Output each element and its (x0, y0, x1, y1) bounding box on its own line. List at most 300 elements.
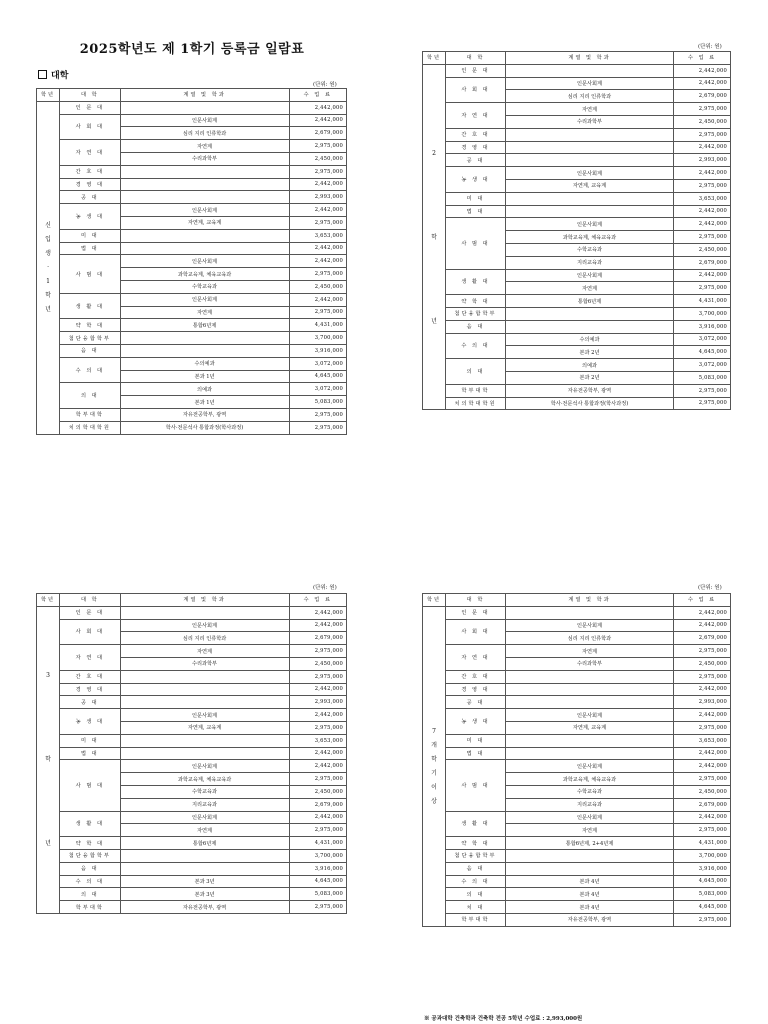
tuition-amount-cell: 2,975,000 (674, 282, 731, 295)
table-row (423, 862, 731, 875)
header-year: 학년 (423, 594, 446, 607)
tuition-amount-cell: 2,442,000 (289, 204, 346, 217)
department-cell: 인문사회계 (506, 811, 674, 824)
tuition-amount-cell: 2,442,000 (289, 114, 346, 127)
department-cell: 자유전공학부, 광역 (506, 384, 674, 397)
table-row (423, 295, 731, 308)
department-cell (120, 101, 289, 114)
tuition-amount-cell: 2,975,000 (674, 128, 731, 141)
department-cell: 통합6년제 (120, 319, 289, 332)
department-cell (506, 696, 674, 709)
tuition-amount-cell: 2,450,000 (289, 152, 346, 165)
table-row (423, 167, 731, 180)
header-college: 대 학 (446, 594, 506, 607)
tuition-amount-cell: 2,975,000 (674, 231, 731, 244)
college-cell: 음 대 (60, 862, 120, 875)
tuition-amount-cell: 2,975,000 (674, 179, 731, 192)
tuition-table-year1 (36, 88, 347, 435)
tuition-amount-cell: 2,442,000 (289, 683, 346, 696)
college-cell: 미 대 (60, 229, 120, 242)
college-cell: 학부대학 (60, 901, 120, 914)
header-tuition: 수 업 료 (289, 89, 346, 102)
department-cell: 본과 2년 (506, 371, 674, 384)
table-row (37, 849, 347, 862)
table-row (423, 192, 731, 205)
table-row (423, 77, 731, 90)
college-cell: 약 학 대 (446, 837, 506, 850)
college-cell: 첨단융합학부 (446, 307, 506, 320)
department-cell: 수의예과 (506, 333, 674, 346)
department-cell: 인문사회계 (120, 709, 289, 722)
tuition-amount-cell: 2,975,000 (289, 721, 346, 734)
college-cell: 치 대 (446, 901, 506, 914)
college-cell: 수 의 대 (60, 875, 120, 888)
department-cell (506, 320, 674, 333)
college-cell: 사 범 대 (60, 760, 120, 811)
tuition-amount-cell: 2,442,000 (289, 709, 346, 722)
tuition-amount-cell: 3,700,000 (289, 332, 346, 345)
tuition-amount-cell: 2,679,000 (674, 256, 731, 269)
table-row (37, 101, 347, 114)
department-cell: 자유전공학부, 광역 (506, 913, 674, 926)
college-cell: 음 대 (60, 344, 120, 357)
table-row (37, 901, 347, 914)
tuition-amount-cell: 2,442,000 (674, 811, 731, 824)
college-cell: 인 문 대 (60, 606, 120, 619)
college-cell: 간 호 대 (60, 670, 120, 683)
table-row (423, 696, 731, 709)
department-cell (120, 606, 289, 619)
table-row (423, 269, 731, 282)
college-cell: 경 영 대 (60, 178, 120, 191)
department-cell: 인문사회계 (120, 114, 289, 127)
tuition-amount-cell: 3,916,000 (289, 344, 346, 357)
department-cell (120, 344, 289, 357)
department-cell: 자연계 (120, 140, 289, 153)
college-cell: 사 회 대 (60, 114, 120, 140)
department-cell (506, 862, 674, 875)
table-row (423, 734, 731, 747)
year-label: 2 학 년 (423, 64, 446, 410)
department-cell (120, 747, 289, 760)
unit-label: (단위: 원) (698, 585, 722, 591)
department-cell: 학사·전문석사 통합과정(학사과정) (120, 421, 289, 434)
college-cell: 법 대 (446, 205, 506, 218)
table-row (37, 747, 347, 760)
college-cell: 농 생 대 (446, 167, 506, 193)
tuition-amount-cell: 2,975,000 (289, 421, 346, 434)
department-cell (120, 165, 289, 178)
tuition-amount-cell: 2,975,000 (674, 384, 731, 397)
department-cell: 인문사회계 (120, 811, 289, 824)
table-row (423, 760, 731, 773)
tuition-amount-cell: 2,975,000 (289, 901, 346, 914)
table-row (37, 760, 347, 773)
tuition-amount-cell: 2,975,000 (289, 140, 346, 153)
tuition-amount-cell: 2,442,000 (674, 709, 731, 722)
tuition-amount-cell: 2,442,000 (289, 606, 346, 619)
tuition-amount-cell: 2,679,000 (289, 632, 346, 645)
header-college: 대 학 (60, 594, 120, 607)
department-cell: 자연계 (506, 645, 674, 658)
table-row (37, 421, 347, 434)
tuition-amount-cell: 2,442,000 (674, 64, 731, 77)
tuition-amount-cell: 3,916,000 (289, 862, 346, 875)
tuition-amount-cell: 2,442,000 (289, 619, 346, 632)
tuition-amount-cell: 2,679,000 (674, 632, 731, 645)
table-row (37, 709, 347, 722)
table-header-row (423, 52, 731, 65)
department-cell: 본과 2년 (506, 346, 674, 359)
tuition-amount-cell: 2,993,000 (289, 191, 346, 204)
department-cell: 수학교육과 (506, 785, 674, 798)
table-row (423, 384, 731, 397)
college-cell: 사 회 대 (446, 619, 506, 645)
tuition-amount-cell: 2,442,000 (674, 760, 731, 773)
tuition-amount-cell: 2,450,000 (289, 657, 346, 670)
college-cell: 음 대 (446, 862, 506, 875)
department-cell: 심리 지리 인류학과 (120, 127, 289, 140)
header-tuition: 수 업 료 (674, 594, 731, 607)
table-row (37, 888, 347, 901)
table-row (37, 683, 347, 696)
college-cell: 간 호 대 (446, 670, 506, 683)
tuition-amount-cell: 2,975,000 (674, 670, 731, 683)
table-row (423, 103, 731, 116)
department-cell: 인문사회계 (120, 204, 289, 217)
table-row (37, 332, 347, 345)
college-cell: 학부대학 (446, 913, 506, 926)
table-row (37, 734, 347, 747)
tuition-amount-cell: 2,442,000 (674, 167, 731, 180)
table-row (423, 683, 731, 696)
tuition-amount-cell: 2,442,000 (289, 242, 346, 255)
tuition-amount-cell: 2,975,000 (289, 306, 346, 319)
tuition-amount-cell: 2,442,000 (674, 747, 731, 760)
college-cell: 인 문 대 (60, 101, 120, 114)
tuition-amount-cell: 5,083,000 (674, 888, 731, 901)
tuition-amount-cell: 2,679,000 (289, 127, 346, 140)
college-cell: 의 대 (446, 359, 506, 385)
department-cell: 인문사회계 (506, 77, 674, 90)
tuition-amount-cell: 2,450,000 (674, 115, 731, 128)
college-cell: 경 영 대 (446, 683, 506, 696)
department-cell (506, 670, 674, 683)
tuition-amount-cell: 4,431,000 (674, 837, 731, 850)
department-cell: 자연계, 교육계 (506, 179, 674, 192)
tuition-amount-cell: 5,083,000 (674, 371, 731, 384)
department-cell: 수리과학부 (506, 657, 674, 670)
table-header-row (423, 594, 731, 607)
tuition-amount-cell: 2,442,000 (289, 255, 346, 268)
college-cell: 사 범 대 (446, 760, 506, 811)
department-cell (120, 683, 289, 696)
tuition-amount-cell: 2,442,000 (289, 293, 346, 306)
section-label: 대학 (51, 71, 69, 81)
department-cell: 학사·전문석사 통합과정(학사과정) (506, 397, 674, 410)
college-cell: 첨단융합학부 (446, 849, 506, 862)
college-cell: 법 대 (446, 747, 506, 760)
tuition-table-semester7plus (422, 593, 731, 927)
department-cell: 인문사회계 (506, 167, 674, 180)
unit-label: (단위: 원) (313, 82, 337, 88)
college-cell: 경 영 대 (446, 141, 506, 154)
department-cell (506, 128, 674, 141)
department-cell: 의예과 (120, 383, 289, 396)
department-cell: 자연계, 교육계 (120, 216, 289, 229)
department-cell (120, 849, 289, 862)
tuition-amount-cell: 4,645,000 (289, 875, 346, 888)
document-title: 2025학년도 제 1학기 등록금 일람표 (79, 42, 305, 57)
college-cell: 치의학대학원 (446, 397, 506, 410)
tuition-amount-cell: 2,975,000 (289, 216, 346, 229)
department-cell (506, 849, 674, 862)
college-cell: 학부대학 (446, 384, 506, 397)
college-cell: 법 대 (60, 242, 120, 255)
tuition-amount-cell: 2,442,000 (674, 619, 731, 632)
department-cell: 의예과 (506, 359, 674, 372)
college-cell: 간 호 대 (60, 165, 120, 178)
department-cell: 자연계 (120, 824, 289, 837)
college-cell: 수 의 대 (446, 333, 506, 359)
year-label: 신 입 생 · 1 학 년 (37, 101, 60, 434)
department-cell: 자연계, 교육계 (120, 721, 289, 734)
header-tuition: 수 업 료 (289, 594, 346, 607)
department-cell (506, 734, 674, 747)
table-row (37, 811, 347, 824)
table-row (423, 619, 731, 632)
tuition-amount-cell: 2,442,000 (674, 683, 731, 696)
department-cell: 통합6년제 (120, 837, 289, 850)
tuition-amount-cell: 2,442,000 (674, 269, 731, 282)
department-cell: 수학교육과 (506, 243, 674, 256)
college-cell: 미 대 (446, 192, 506, 205)
department-cell: 수리과학부 (506, 115, 674, 128)
table-row (423, 645, 731, 658)
table-row (423, 333, 731, 346)
department-cell: 자연계 (120, 645, 289, 658)
college-cell: 미 대 (60, 734, 120, 747)
tuition-amount-cell: 3,072,000 (674, 359, 731, 372)
table-header-row (37, 89, 347, 102)
department-cell: 과학교육계, 체육교육과 (506, 231, 674, 244)
table-row (37, 619, 347, 632)
department-cell: 인문사회계 (120, 619, 289, 632)
tuition-amount-cell: 2,442,000 (289, 178, 346, 191)
table-row (37, 408, 347, 421)
table-row (423, 875, 731, 888)
college-cell: 농 생 대 (60, 709, 120, 735)
department-cell (506, 205, 674, 218)
table-row (37, 204, 347, 217)
college-cell: 자 연 대 (446, 103, 506, 129)
college-cell: 치의학대학원 (60, 421, 120, 434)
department-cell (506, 747, 674, 760)
tuition-amount-cell: 4,431,000 (674, 295, 731, 308)
college-cell: 자 연 대 (60, 645, 120, 671)
table-row (423, 670, 731, 683)
tuition-amount-cell: 3,653,000 (674, 192, 731, 205)
department-cell (120, 332, 289, 345)
department-cell (506, 192, 674, 205)
tuition-amount-cell: 3,072,000 (289, 383, 346, 396)
department-cell: 지리교육과 (506, 798, 674, 811)
unit-label: (단위: 원) (313, 585, 337, 591)
header-department: 계열 및 학과 (120, 594, 289, 607)
college-cell: 수 의 대 (60, 357, 120, 383)
table-row (423, 913, 731, 926)
table-row (423, 64, 731, 77)
tuition-amount-cell: 2,993,000 (674, 696, 731, 709)
college-cell: 음 대 (446, 320, 506, 333)
department-cell: 지리교육과 (506, 256, 674, 269)
department-cell (506, 307, 674, 320)
header-college: 대 학 (446, 52, 506, 65)
department-cell (506, 154, 674, 167)
tuition-amount-cell: 4,645,000 (674, 875, 731, 888)
tuition-amount-cell: 3,653,000 (289, 734, 346, 747)
college-cell: 공 대 (60, 696, 120, 709)
college-cell: 사 회 대 (446, 77, 506, 103)
department-cell (506, 141, 674, 154)
tuition-amount-cell: 2,975,000 (289, 824, 346, 837)
department-cell: 인문사회계 (506, 269, 674, 282)
table-row (423, 888, 731, 901)
tuition-amount-cell: 3,653,000 (674, 734, 731, 747)
college-cell: 자 연 대 (60, 140, 120, 166)
tuition-amount-cell: 3,916,000 (674, 320, 731, 333)
table-row (37, 178, 347, 191)
tuition-amount-cell: 2,975,000 (674, 645, 731, 658)
table-row (37, 191, 347, 204)
table-row (37, 242, 347, 255)
table-row (37, 344, 347, 357)
tuition-amount-cell: 2,975,000 (289, 670, 346, 683)
department-cell (506, 683, 674, 696)
college-cell: 약 학 대 (446, 295, 506, 308)
college-cell: 공 대 (446, 696, 506, 709)
department-cell: 본과 4년 (506, 901, 674, 914)
college-cell: 의 대 (60, 888, 120, 901)
header-tuition: 수 업 료 (674, 52, 731, 65)
table-row (37, 670, 347, 683)
tuition-amount-cell: 2,975,000 (674, 103, 731, 116)
tuition-amount-cell: 3,653,000 (289, 229, 346, 242)
department-cell (120, 670, 289, 683)
tuition-amount-cell: 2,442,000 (674, 606, 731, 619)
tuition-amount-cell: 2,975,000 (674, 913, 731, 926)
department-cell: 자연계 (506, 824, 674, 837)
department-cell: 인문사회계 (120, 255, 289, 268)
tuition-amount-cell: 2,975,000 (289, 268, 346, 281)
table-row (423, 128, 731, 141)
college-cell: 농 생 대 (446, 709, 506, 735)
tuition-amount-cell: 5,083,000 (289, 888, 346, 901)
college-cell: 미 대 (446, 734, 506, 747)
department-cell: 과학교육계, 체육교육과 (120, 773, 289, 786)
tuition-amount-cell: 3,072,000 (289, 357, 346, 370)
department-cell: 본과 3년 (120, 875, 289, 888)
department-cell: 자연계 (506, 103, 674, 116)
tuition-amount-cell: 2,450,000 (289, 785, 346, 798)
tuition-amount-cell: 2,975,000 (674, 824, 731, 837)
department-cell: 수리과학부 (120, 152, 289, 165)
year-label: 7 개 학 기 이 상 (423, 606, 446, 926)
college-cell: 수 의 대 (446, 875, 506, 888)
college-cell: 의 대 (446, 888, 506, 901)
department-cell: 본과 3년 (120, 888, 289, 901)
department-cell (120, 191, 289, 204)
college-cell: 인 문 대 (446, 606, 506, 619)
table-row (423, 709, 731, 722)
college-cell: 사 범 대 (446, 218, 506, 269)
table-row (37, 696, 347, 709)
tuition-amount-cell: 3,916,000 (674, 862, 731, 875)
college-cell: 농 생 대 (60, 204, 120, 230)
department-cell (506, 606, 674, 619)
department-cell (120, 696, 289, 709)
tuition-amount-cell: 4,645,000 (674, 901, 731, 914)
department-cell: 통합6년제 (506, 295, 674, 308)
college-cell: 사 범 대 (60, 255, 120, 293)
department-cell: 심리 지리 인류학과 (506, 632, 674, 645)
tuition-amount-cell: 2,450,000 (674, 657, 731, 670)
department-cell: 인문사회계 (120, 760, 289, 773)
tuition-amount-cell: 2,975,000 (674, 397, 731, 410)
college-cell: 공 대 (446, 154, 506, 167)
college-cell: 학부대학 (60, 408, 120, 421)
department-cell (120, 178, 289, 191)
department-cell: 인문사회계 (120, 293, 289, 306)
department-cell: 본과 4년 (506, 875, 674, 888)
department-cell: 인문사회계 (506, 218, 674, 231)
department-cell (120, 862, 289, 875)
college-cell: 간 호 대 (446, 128, 506, 141)
department-cell: 과학교육계, 체육교육과 (120, 268, 289, 281)
table-row (423, 747, 731, 760)
table-row (37, 383, 347, 396)
college-cell: 경 영 대 (60, 683, 120, 696)
section-heading (38, 68, 68, 81)
table-row (37, 645, 347, 658)
department-cell: 수리과학부 (120, 657, 289, 670)
table-row (423, 901, 731, 914)
unit-label: (단위: 원) (698, 44, 722, 50)
tuition-amount-cell: 2,442,000 (289, 811, 346, 824)
department-cell: 지리교육과 (120, 798, 289, 811)
table-header-row (37, 594, 347, 607)
department-cell: 인문사회계 (506, 760, 674, 773)
table-row (423, 307, 731, 320)
department-cell: 통합6년제, 2+4년제 (506, 837, 674, 850)
department-cell: 본과 1년 (120, 396, 289, 409)
tuition-amount-cell: 3,700,000 (674, 849, 731, 862)
college-cell: 약 학 대 (60, 837, 120, 850)
tuition-amount-cell: 2,442,000 (674, 141, 731, 154)
tuition-amount-cell: 2,975,000 (289, 773, 346, 786)
table-row (37, 165, 347, 178)
tuition-amount-cell: 4,645,000 (674, 346, 731, 359)
tuition-amount-cell: 3,700,000 (674, 307, 731, 320)
tuition-amount-cell: 3,700,000 (289, 849, 346, 862)
header-department: 계열 및 학과 (120, 89, 289, 102)
college-cell: 의 대 (60, 383, 120, 409)
tuition-amount-cell: 2,679,000 (674, 798, 731, 811)
table-row (423, 154, 731, 167)
footnote: ※ 공과대학 건축학과 건축학 전공 5학년 수업료 : 2,993,000원 (424, 1016, 583, 1022)
department-cell: 수의예과 (120, 357, 289, 370)
tuition-amount-cell: 2,993,000 (674, 154, 731, 167)
